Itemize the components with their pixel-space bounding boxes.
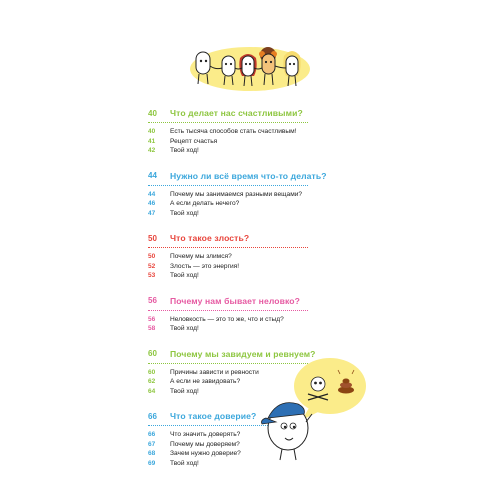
section-page-number: 66 — [148, 411, 157, 421]
item-title: Почему мы доверяем? — [170, 440, 240, 448]
section-title: Что делает нас счастливыми? — [170, 108, 303, 118]
item-page-number: 47 — [148, 209, 156, 217]
section-title: Нужно ли всё время что-то делать? — [170, 170, 327, 181]
item-title: Почему мы злимся? — [170, 253, 232, 261]
section-title: Что такое злость? — [170, 233, 250, 243]
item-title: Твой ход! — [170, 325, 199, 333]
item-page-number: 42 — [148, 147, 156, 155]
item-page-number: 40 — [148, 128, 156, 136]
item-page-number: 56 — [148, 315, 156, 323]
toc-section — [148, 231, 378, 281]
item-page-number: 66 — [148, 431, 156, 439]
item-title: Твой ход! — [170, 387, 199, 395]
item-page-number: 62 — [148, 378, 156, 386]
item-page-number: 44 — [148, 190, 156, 198]
section-page-number: 56 — [148, 296, 157, 305]
toc-item — [148, 315, 378, 325]
section-divider — [148, 310, 308, 311]
section-title: Почему нам бывает неловко? — [170, 295, 300, 306]
item-title: Есть тысяча способов стать счастливым! — [170, 128, 297, 136]
toc-section — [148, 106, 378, 156]
item-page-number: 53 — [148, 272, 156, 280]
item-page-number: 58 — [148, 325, 156, 333]
section-page-number: 60 — [148, 349, 157, 358]
item-page-number: 60 — [148, 368, 156, 376]
item-title: А если делать нечего? — [170, 200, 240, 208]
section-heading — [148, 169, 378, 183]
section-divider — [148, 247, 308, 248]
section-heading — [148, 294, 378, 308]
speech-bubble — [294, 358, 366, 420]
section-divider — [148, 185, 308, 186]
item-page-number: 68 — [148, 450, 156, 458]
section-page-number: 44 — [148, 171, 157, 180]
toc-item — [148, 252, 378, 262]
toc-section — [148, 294, 378, 334]
characters-illustration — [188, 42, 312, 92]
item-title: Твой ход! — [170, 272, 199, 280]
toc-item — [148, 190, 378, 200]
item-title: Неловкость — это то же, что и стыд? — [170, 315, 284, 323]
toc-item — [148, 324, 378, 334]
toc-item — [148, 127, 378, 137]
item-title: Твой ход! — [170, 209, 199, 217]
toc-item — [148, 262, 378, 272]
item-title: А если не завидовать? — [170, 378, 241, 386]
item-title: Твой ход! — [170, 459, 199, 467]
item-title: Злость — это энергия! — [170, 262, 240, 270]
item-title: Твой ход! — [170, 147, 199, 155]
toc-item — [148, 137, 378, 147]
item-page-number: 64 — [148, 387, 156, 395]
section-page-number: 40 — [148, 108, 157, 118]
toc-item — [148, 199, 378, 209]
character-with-cap — [262, 403, 313, 460]
section-heading — [148, 106, 378, 120]
item-title: Что значить доверять? — [170, 431, 241, 439]
item-page-number: 50 — [148, 253, 156, 261]
item-page-number: 46 — [148, 200, 156, 208]
section-divider — [148, 122, 308, 123]
item-title: Зачем нужно доверие? — [170, 450, 241, 458]
section-heading — [148, 231, 378, 245]
character-speech-illustration — [258, 356, 368, 464]
item-page-number: 41 — [148, 137, 156, 145]
item-title: Почему мы занимаемся разными вещами? — [170, 190, 303, 198]
toc-item — [148, 271, 378, 281]
section-page-number: 50 — [148, 233, 157, 243]
item-page-number: 69 — [148, 459, 156, 467]
item-page-number: 52 — [148, 262, 156, 270]
item-page-number: 67 — [148, 440, 156, 448]
item-title: Причины зависти и ревности — [170, 368, 259, 376]
section-title: Что такое доверие? — [170, 411, 257, 421]
section-title: Почему мы завидуем и ревнуем? — [170, 348, 316, 359]
toc-section — [148, 169, 378, 219]
toc-item — [148, 146, 378, 156]
toc-item — [148, 209, 378, 219]
item-title: Рецепт счастья — [170, 137, 218, 145]
